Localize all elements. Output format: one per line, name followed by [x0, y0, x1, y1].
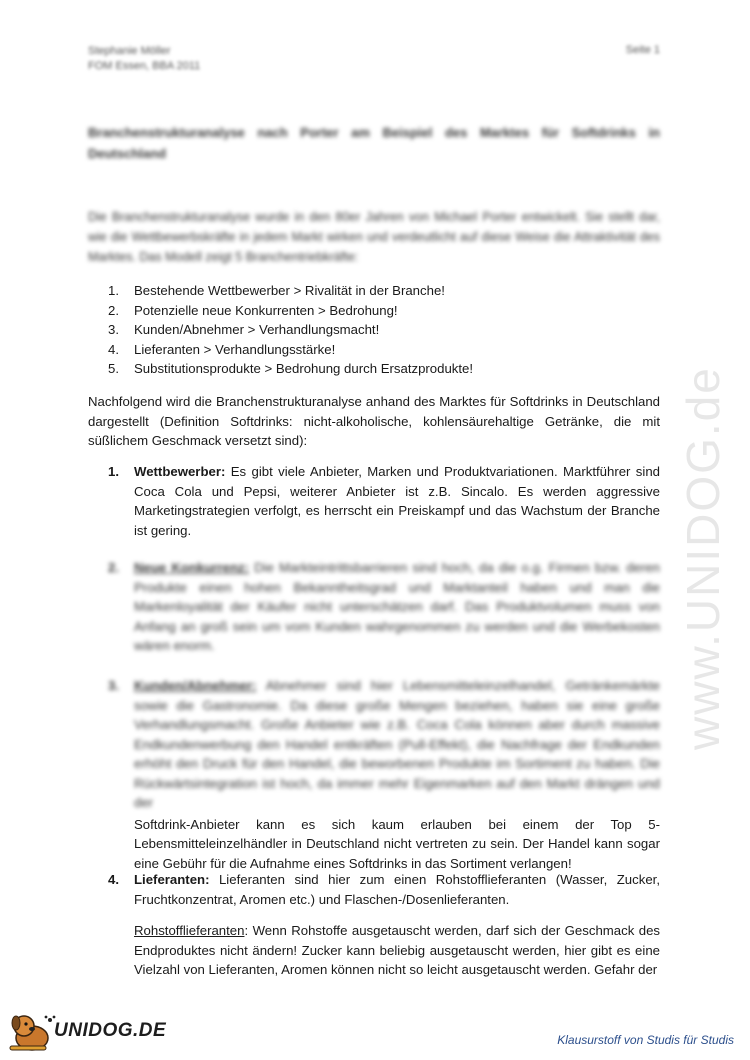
list-item: 1. Bestehende Wettbewerber > Rivalität in der Branche!	[108, 283, 445, 298]
item-heading: Lieferanten:	[134, 872, 210, 887]
sub-paragraph	[134, 921, 660, 980]
document-title: Branchenstrukturanalyse nach Porter am Beispiel des Marktes für Softdrinks in Deutschland	[88, 125, 660, 161]
page-number: Seite 1	[625, 44, 660, 56]
dog-mascot-icon	[10, 1016, 55, 1050]
institution: FOM Essen, BBA 2011	[88, 60, 201, 72]
list-item: 4. Lieferanten > Verhandlungsstärke!	[108, 341, 336, 357]
analysis-item-wettbewerber: 1. Wettbewerber: Es gibt viele Anbieter, Marken und Produktvariationen. Marktführer sind Coca Cola und Pepsi, weiterer Anbieter ist z.B. Sincalo. Es werden aggressive Marketingstrategien verfolgt, es herrscht ein Preiskampf und das Wachstum der Branche ist gering.	[108, 464, 660, 538]
analysis-item-kunden: 3. Kunden/Abnehmer: Abnehmer sind hier Lebensmitteleinzelhandel, Getränkemärkte sowie die Gastronomie. Da diese große Mengen beziehen, haben sie eine große Verhandlungsmacht. Große Anbieter wie z.B. Coca Cola können aber durch massive Endkundenwerbung den Handel entkräften (Pull-Effekt), die Nachfrage der Endkunden erhöht den Druck für den Handel, die beworbenen Produkte im Sortiment zu haben. Die Rückwärtsintegration ist hoch, da immer mehr Eigenmarken auf den Markt drängen und der Softdrink-Anbieter kann es sich kaum erlauben bei einem der Top 5-Lebensmitteleinzelhändler in Deutschland nicht vertreten zu sein. Der Handel kann sogar eine Gebühr für die Aufnahme eines Softdrinks in das Sortiment verlangen!	[108, 676, 660, 873]
list-item: 5. Substitutionsprodukte > Bedrohung durch Ersatzprodukte!	[108, 361, 474, 376]
item-heading: Kunden/Abnehmer:	[134, 678, 257, 693]
item-heading: Neue Konkurrenz:	[134, 560, 250, 575]
item-text-clear: Softdrink-Anbieter kann es sich kaum erlauben bei einem der Top 5-Lebensmitteleinzelhändler in Deutschland nicht vertreten zu sein. Der Handel kann sogar eine Gebühr für die Aufnahme eines Softdrinks in das Sortiment verlangen!	[134, 816, 660, 871]
lead-paragraph: Nachfolgend wird die Branchenstrukturanalyse anhand des Marktes für Softdrinks in Deutschland dargestellt (Definition Softdrinks: nicht-alkoholische, kohlensäurehaltige Getränke, die mit süßlichem Geschmack versetzt sind):	[88, 394, 660, 448]
sub-text: : Wenn Rohstoffe ausgetauscht werden, darf sich der Geschmack des Endproduktes nicht ändern! Zucker kann beliebig ausgetauscht werden, hier gibt es eine Vielzahl von Lieferanten, Aromen können nicht so leicht ausgetauscht werden. Gefahr der	[134, 923, 660, 977]
analysis-item-lieferanten: 4. Lieferanten: Lieferanten sind hier zum einen Rohstofflieferanten (Wasser, Zucker, Fruchtkonzentrat, Aromen etc.) und Flaschen-/Dosenlieferanten. Rohstofflieferanten: Wenn Rohstoffe ausgetauscht werden, darf sich der Geschmack des Endproduktes nicht ändern! Zucker kann beliebig ausgetauscht werden, hier gibt es eine Vielzahl von Lieferanten, Aromen können nicht so leicht ausgetauscht werden. Gefahr der	[108, 870, 660, 980]
list-item: 2. Potenzielle neue Konkurrenten > Bedrohung!	[108, 302, 398, 318]
footer-tagline: Klausurstoff von Studis für Studis	[557, 1033, 734, 1047]
intro-paragraph: Die Branchenstrukturanalyse wurde in den 80er Jahren von Michael Porter entwickelt. Sie stellt dar, wie die Wettbewerbskräfte in jedem Markt wirken und verdeutlicht auf diese Weise die Attraktivität des Marktes. Das Modell zeigt 5 Branchentriebkräfte:	[88, 210, 660, 264]
page-header-left	[88, 44, 200, 74]
item-text-blurred: Abnehmer sind hier Lebensmitteleinzelhandel, Getränkemärkte sowie die Gastronomie. Da diese große Mengen beziehen, haben sie eine große Verhandlungsmacht. Große Anbieter wie z.B. Coca Cola können aber durch massive Endkundenwerbung den Handel entkräften (Pull-Effekt), die Nachfrage der Endkunden erhöht den Druck für den Handel, die beworbenen Produkte im Sortiment zu haben. Die Rückwärtsintegration ist hoch, da immer mehr Eigenmarken auf den Markt drängen und der	[134, 678, 660, 810]
item-heading: Wettbewerber:	[134, 464, 226, 479]
forces-list	[108, 281, 473, 379]
item-text: Es gibt viele Anbieter, Marken und Produktvariationen. Marktführer sind Coca Cola und Pepsi, weiterer Anbieter ist z.B. Sincalo. Es werden aggressive Marketingstrategien verfolgt, es herrscht ein Preiskampf und das Wachstum der Branche ist gering.	[134, 464, 660, 538]
item-text: Die Markteintrittsbarrieren sind hoch, da die o.g. Firmen bzw. deren Produkte einen hohen Bekanntheitsgrad und Marktanteil haben und man die Markenloyalität der Käufer nicht unterschätzen darf. Das Produktvolumen muss von Anfang an groß sein um vom Kunden wahrgenommen zu werden und die Werbekosten wären enorm.	[134, 560, 661, 653]
watermark: www.UNIDOG.de	[677, 366, 729, 750]
sub-heading: Rohstofflieferanten	[134, 923, 245, 938]
logo-text: UNIDOG.DE	[54, 1020, 167, 1041]
author-name: Stephanie Möller	[88, 45, 171, 57]
analysis-item-neue-konkurrenz: 2. Neue Konkurrenz: Die Markteintrittsbarrieren sind hoch, da die o.g. Firmen bzw. deren Produkte einen hohen Bekanntheitsgrad und Marktanteil haben und man die Markenloyalität der Käufer nicht unterschätzen darf. Das Produktvolumen muss von Anfang an groß sein um vom Kunden wahrgenommen zu werden und die Werbekosten wären enorm.	[108, 560, 661, 653]
item-text: Lieferanten sind hier zum einen Rohstofflieferanten (Wasser, Zucker, Fruchtkonzentrat, Aromen etc.) und Flaschen-/Dosenlieferanten.	[134, 872, 660, 907]
list-item: 3. Kunden/Abnehmer > Verhandlungsmacht!	[108, 322, 380, 337]
